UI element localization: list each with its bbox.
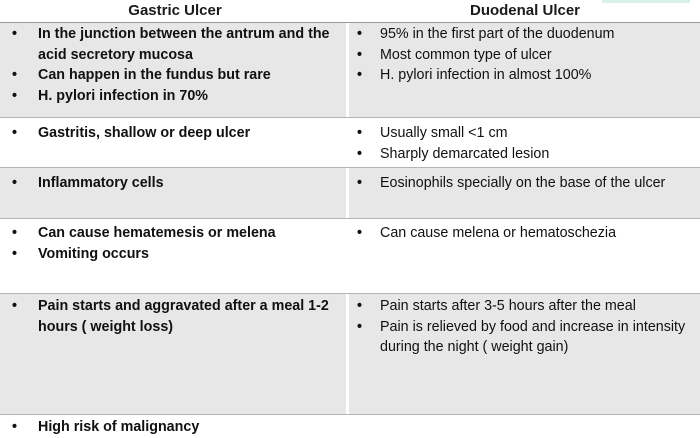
bullet-icon: • [357,125,363,141]
bullet-icon: • [12,125,18,141]
bullet-icon: • [12,87,18,104]
table-row [0,219,700,294]
table-header [0,0,700,23]
list-item-text: H. pylori infection in almost 100% [380,67,592,83]
list-item [0,123,342,144]
list-item-text: 95% in the first part of the duodenum [380,26,615,42]
list-item-text: Inflammatory cells [38,175,164,191]
bullet-icon: • [357,145,363,162]
list-item-text: Can cause hematemesis or melena [38,225,276,241]
gastric-cell [0,223,342,264]
list-item [350,123,695,144]
table-row [0,23,700,118]
list-item [0,173,342,194]
list-item-text: Gastritis, shallow or deep ulcer [38,125,251,141]
list-item [0,65,342,86]
list-item [350,45,695,66]
list-item [0,417,342,438]
list-item-text: Sharply demarcated lesion [380,145,550,162]
bullet-icon: • [12,225,18,241]
duodenal-cell [350,223,695,244]
table-row [0,118,700,168]
bullet-icon: • [357,26,363,42]
bullet-icon: • [12,67,18,83]
bullet-icon: • [357,225,363,241]
gastric-cell [0,24,342,106]
column-divider [346,294,349,414]
duodenal-cell [350,296,695,358]
list-item-text: Pain starts and aggravated after a meal 1-2 hours ( weight loss) [38,298,329,335]
list-item-text: H. pylori infection in 70% [38,87,208,104]
table-row [0,168,700,219]
gastric-cell [0,173,342,194]
list-item-text: Most common type of ulcer [380,46,552,63]
list-item [0,244,342,265]
bullet-icon: • [357,175,363,191]
list-item-text: Eosinophils specially on the base of the ulcer [380,175,666,191]
list-item-text: Pain is relieved by food and increase in intensity during the night ( weight gain) [380,318,686,355]
gastric-cell [0,417,342,438]
bullet-icon: • [12,175,18,191]
list-item [350,223,695,244]
gastric-cell [0,123,342,144]
list-item-text: Can cause melena or hematoschezia [380,225,617,241]
column-divider [346,168,349,218]
list-item-text: Pain starts after 3-5 hours after the meal [380,298,636,314]
list-item [350,173,695,194]
bullet-icon: • [12,298,18,314]
list-item [0,86,342,107]
header-accent-strip [602,0,690,3]
bullet-icon: • [357,298,363,314]
bullet-icon: • [12,245,18,262]
list-item [350,317,695,358]
duodenal-cell [350,123,695,164]
list-item-text: Vomiting occurs [38,245,149,262]
column-divider [346,415,349,438]
duodenal-ulcer-heading: Duodenal Ulcer [469,2,581,19]
list-item [350,296,695,317]
bullet-icon: • [12,419,18,435]
list-item [350,65,695,86]
table-row [0,294,700,415]
duodenal-cell [350,173,695,194]
bullet-icon: • [12,26,18,42]
table-row [0,415,700,438]
duodenal-cell [350,24,695,86]
list-item [0,223,342,244]
list-item-text: Can happen in the fundus but rare [38,67,271,83]
bullet-icon: • [357,67,363,83]
list-item [0,24,342,65]
list-item [350,24,695,45]
column-divider [346,219,349,293]
list-item-text: High risk of malignancy [38,419,200,435]
gastric-ulcer-heading: Gastric Ulcer [128,2,222,19]
gastric-cell [0,296,342,337]
list-item-text: In the junction between the antrum and the acid secretory mucosa [38,26,330,63]
column-divider [346,118,349,167]
list-item [350,144,695,165]
list-item [0,296,342,337]
list-item-text: Usually small <1 cm [380,125,508,141]
column-divider [346,23,349,117]
bullet-icon: • [357,46,363,63]
bullet-icon: • [357,318,363,335]
